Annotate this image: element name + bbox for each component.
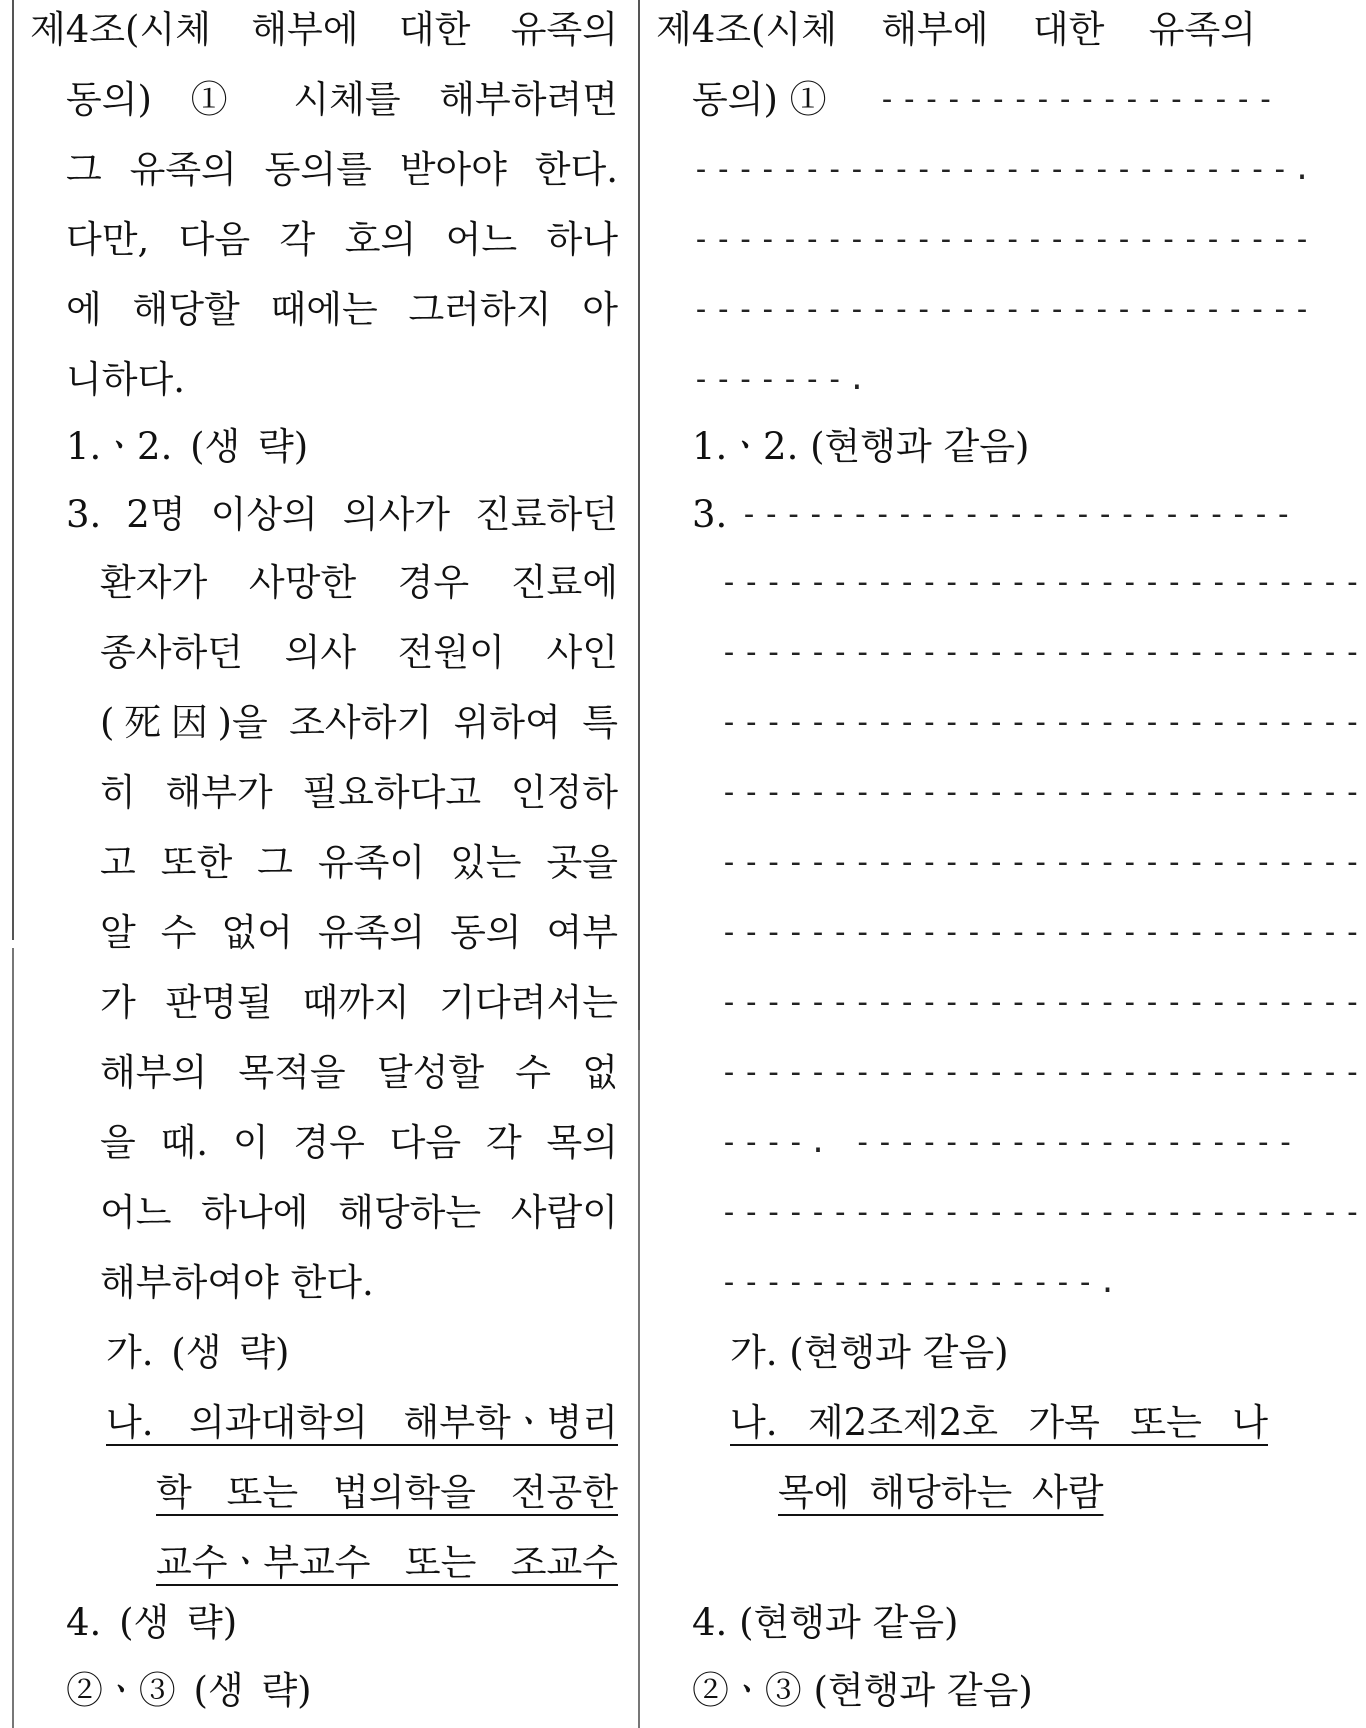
item-na-line-3: 교수ㆍ부교수 또는 조교수: [156, 1541, 618, 1584]
revised-dash-line-2: ---------------------------.: [692, 152, 1316, 187]
item-4: 4. (생 략): [66, 1601, 238, 1644]
items-2-3: ②ㆍ③ (생 략): [66, 1669, 312, 1712]
revised-item-3-dash-7: -----------------------------: [720, 915, 1366, 950]
column-divider: [638, 0, 640, 1030]
paragraph-1-line-1: 동의) ① 시체를 해부하려면: [66, 78, 618, 121]
revised-item-3-dash-2: -----------------------------: [720, 565, 1366, 600]
item-3-line-2: 환자가 사망한 경우 진료에: [100, 561, 618, 604]
revised-item-3-dash-11: -----------------------------: [720, 1195, 1366, 1230]
revised-item-3-dash-12: -----------------.: [720, 1265, 1121, 1300]
revised-item-4: 4. (현행과 같음): [692, 1601, 959, 1644]
item-na-line-2: 학 또는 법의학을 전공한: [156, 1471, 618, 1514]
item-3-line-1: 3. 2명 이상의 의사가 진료하던: [66, 493, 618, 536]
revised-item-3-dash-3: -----------------------------: [720, 635, 1366, 670]
revised-dash-line-5: -------.: [692, 362, 871, 397]
revised-item-3-dash-5: -----------------------------: [720, 775, 1366, 810]
column-divider-lower: [638, 1030, 640, 1728]
item-na-line-1: 나. 의과대학의 해부학ㆍ병리: [106, 1401, 618, 1444]
paragraph-1-line-5: 니하다.: [66, 358, 185, 401]
revised-item-3-dash-6: -----------------------------: [720, 845, 1366, 880]
revised-item-3-start: 3.: [692, 493, 728, 536]
item-3-line-11: 어느 하나에 해당하는 사람이: [100, 1191, 618, 1234]
revised-dash-line-1: ------------------: [878, 82, 1279, 117]
revised-item-3-dash-4: -----------------------------: [720, 705, 1366, 740]
item-3-line-8: 가 판명될 때까지 기다려서는: [100, 981, 618, 1024]
item-3-line-10: 을 때. 이 경우 다음 각 목의: [100, 1121, 618, 1164]
item-3-line-7: 알 수 없어 유족의 동의 여부: [100, 911, 618, 954]
item-ga: 가. (생 략): [106, 1331, 290, 1374]
item-3-line-6: 고 또한 그 유족이 있는 곳을: [100, 841, 618, 884]
paragraph-1-line-4: 에 해당할 때에는 그러하지 아: [66, 288, 618, 331]
item-3-line-12: 해부하여야 한다.: [100, 1261, 374, 1304]
revised-item-1-2: 1.ㆍ2. (현행과 같음): [692, 425, 1030, 468]
revised-item-ga: 가. (현행과 같음): [730, 1331, 1009, 1374]
item-3-line-9: 해부의 목적을 달성할 수 없: [100, 1051, 618, 1094]
article-title: 제4조(시체 해부에 대한 유족의: [30, 8, 618, 51]
revised-dash-line-3: ----------------------------: [692, 222, 1316, 257]
item-1-2: 1.ㆍ2. (생 략): [66, 425, 309, 468]
item-3-line-4: (死因)을 조사하기 위하여 특: [100, 701, 618, 744]
revised-items-2-3: ②ㆍ③ (현행과 같음): [692, 1669, 1033, 1712]
revised-item-na-line-2: 목에 해당하는 사람: [778, 1471, 1104, 1514]
revised-item-3-dash-1: -------------------------: [740, 497, 1297, 532]
revised-paragraph-1-start: 동의) ①: [692, 78, 827, 121]
revised-item-3-dash-8: -----------------------------: [720, 985, 1366, 1020]
revised-item-na-line-1: 나. 제2조제2호 가목 또는 나: [730, 1401, 1268, 1444]
item-3-line-3: 종사하던 의사 전원이 사인: [100, 631, 618, 674]
revised-dash-line-4: ----------------------------: [692, 292, 1316, 327]
paragraph-1-line-2: 그 유족의 동의를 받아야 한다.: [66, 148, 618, 191]
revised-item-3-dash-9: -----------------------------: [720, 1055, 1366, 1090]
left-border-bottom: [12, 948, 14, 1728]
item-3-line-5: 히 해부가 필요하다고 인정하: [100, 771, 618, 814]
revised-item-3-dash-10: ----. --------------------: [720, 1125, 1299, 1160]
revised-article-title: 제4조(시체 해부에 대한 유족의: [656, 8, 1256, 51]
paragraph-1-line-3: 다만, 다음 각 호의 어느 하나: [66, 218, 618, 261]
left-border-top: [12, 0, 14, 940]
